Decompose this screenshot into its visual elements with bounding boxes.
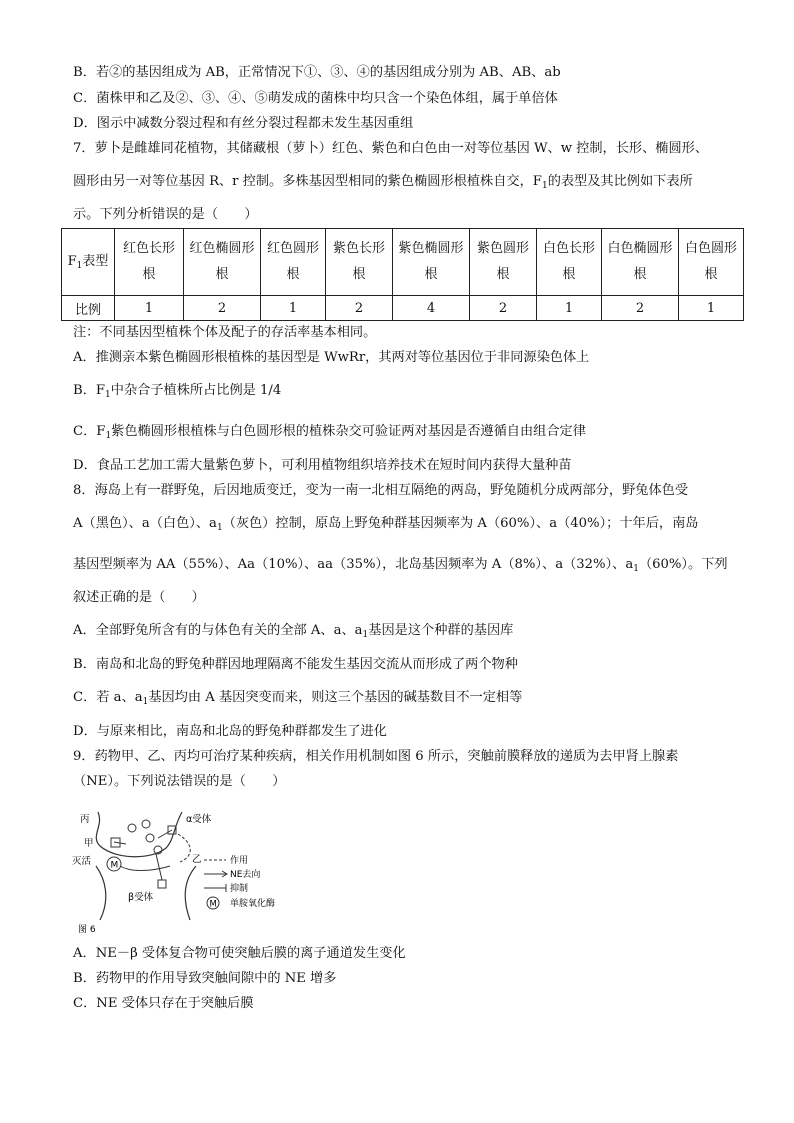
option-8d: D．与原来相比，南岛和北岛的野兔种群都发生了进化 [73,724,387,739]
table-cell: 1 [537,296,602,321]
q8-stem-line4: 叙述正确的是（ ） [73,590,205,605]
table-cell: 4 [393,296,470,321]
q9-stem-line1: 9．药物甲、乙、丙均可治疗某种疾病，相关作用机制如图 6 所示，突触前膜释放的递质为去甲肾上腺素 [73,749,679,764]
legend-enzyme-m: M [209,899,217,910]
option-7b: B．$F_1$中杂合子植株所占比例是 1/4 [73,383,282,400]
option-9b: B．药物甲的作用导致突触间隙中的 NE 增多 [73,971,337,986]
option-8b: B．南岛和北岛的野兔种群因地理隔离不能发生基因交流从而形成了两个物种 [73,657,518,672]
table-col-header: 白色圆形根 [679,229,744,296]
option-8a: A．全部野兔所含有的与体色有关的全部 A、a、$a_1$基因是这个种群的基因库 [73,623,514,640]
table-col-header: 紫色椭圆形根 [393,229,470,296]
option-6d: D．图示中减数分裂过程和有丝分裂过程都未发生基因重组 [73,116,414,131]
label-yi: 乙 [192,854,202,865]
table-row-label: 比例 [62,296,115,321]
table-col-header: 红色圆形根 [261,229,326,296]
option-7a: A．推测亲本紫色椭圆形根植株的基因型是 WwRr，其两对等位基因位于非同源染色体上 [73,350,590,365]
f1-phenotype-table [61,228,744,321]
option-7d: D．食品工艺加工需大量紫色萝卜，可利用植物组织培养技术在短时间内获得大量种苗 [73,458,572,473]
option-6b: B．若②的基因组成为 AB，正常情况下①、③、④的基因组成分别为 AB、AB、ab [73,65,561,80]
figure-caption: 图 6 [78,925,96,935]
synaptic-cleft-line [120,866,170,871]
table-cell: 1 [679,296,744,321]
legend-action-label: 作用 [230,856,249,866]
drug-yi-action-arrow [178,834,190,862]
table-cell: 1 [115,296,184,321]
legend-inhibit-label: 抑制 [230,884,249,894]
q9-stem-line2: （NE）。下列说法错误的是（ ） [73,774,286,789]
table-col-header: 红色长形根 [115,229,184,296]
q8-stem-line2: A（黑色）、a（白色）、$a_1$（灰色）控制，原岛上野兔种群基因频率为 A（60%）、a（40%）；十年后，南岛 [73,516,699,533]
table-col-header: 白色椭圆形根 [602,229,679,296]
vesicle-icon [142,820,150,828]
option-9c: C．NE 受体只存在于突触后膜 [73,996,254,1011]
legend-enzyme-label: 单胺氧化酶 [230,899,276,909]
table-cell: 2 [184,296,261,321]
q7-stem-line2: 圆形由另一对等位基因 R、r 控制。多株基因型相同的紫色椭圆形根植株自交，$F_1$的表型及其比例如下表所 [73,174,693,191]
option-8c: C．若 a、$a_1$基因均由 A 基因突变而来，则这三个基因的碱基数目不一定相等 [73,690,523,707]
ne-flow-arrow [114,830,172,880]
synapse-diagram [70,808,320,936]
option-9a: A．NE－β 受体复合物可使突触后膜的离子通道发生变化 [73,946,406,961]
label-jia: 甲 [84,838,94,849]
q8-stem-line3: 基因型频率为 AA（55%）、Aa（10%）、aa（35%），北岛基因频率为 A（8%）、a（32%）、$a_1(60\%)$。下列 [73,557,728,574]
label-bing: 丙 [80,814,90,825]
table-col-header: 紫色圆形根 [470,229,537,296]
q7-note: 注：不同基因型植株个体及配子的存活率基本相同。 [73,325,377,340]
q8-stem-line1: 8．海岛上有一群野兔，后因地质变迁，变为一南一北相互隔绝的两岛，野兔随机分成两部分，野兔体色受 [73,483,689,498]
beta-receptor-icon [158,880,166,888]
table-cell: 1 [261,296,326,321]
table-cell: 2 [602,296,679,321]
table-col-header: 红色椭圆形根 [184,229,261,296]
enzyme-m-label: M [110,860,119,871]
label-alpha-receptor: α受体 [186,814,212,825]
label-beta-receptor: β受体 [128,892,154,903]
table-col-header: 紫色长形根 [326,229,393,296]
option-7c: C．$F_1$紫色椭圆形根植株与白色圆形根的植株杂交可验证两对基因是否遵循自由组合定律 [73,424,586,441]
table-col-header: 白色长形根 [537,229,602,296]
vesicle-icon [128,824,136,832]
table-cell: 2 [326,296,393,321]
vesicle-icon [146,834,154,842]
q7-stem-line1: 7．萝卜是雌雄同花植物，其储藏根（萝卜）红色、紫色和白色由一对等位基因 W、w 控制，长形、椭圆形、 [73,141,709,156]
label-miehuo: 灭活 [72,856,92,867]
table-cell: 2 [470,296,537,321]
q7-stem-line3: 示。下列分析错误的是（ ） [73,207,258,222]
option-6c: C．菌株甲和乙及②、③、④、⑤萌发成的菌株中均只含一个染色体组，属于单倍体 [73,91,558,106]
legend-ne-label: NE去向 [230,870,261,880]
table-header-label: $F_1$表型 [62,229,115,296]
